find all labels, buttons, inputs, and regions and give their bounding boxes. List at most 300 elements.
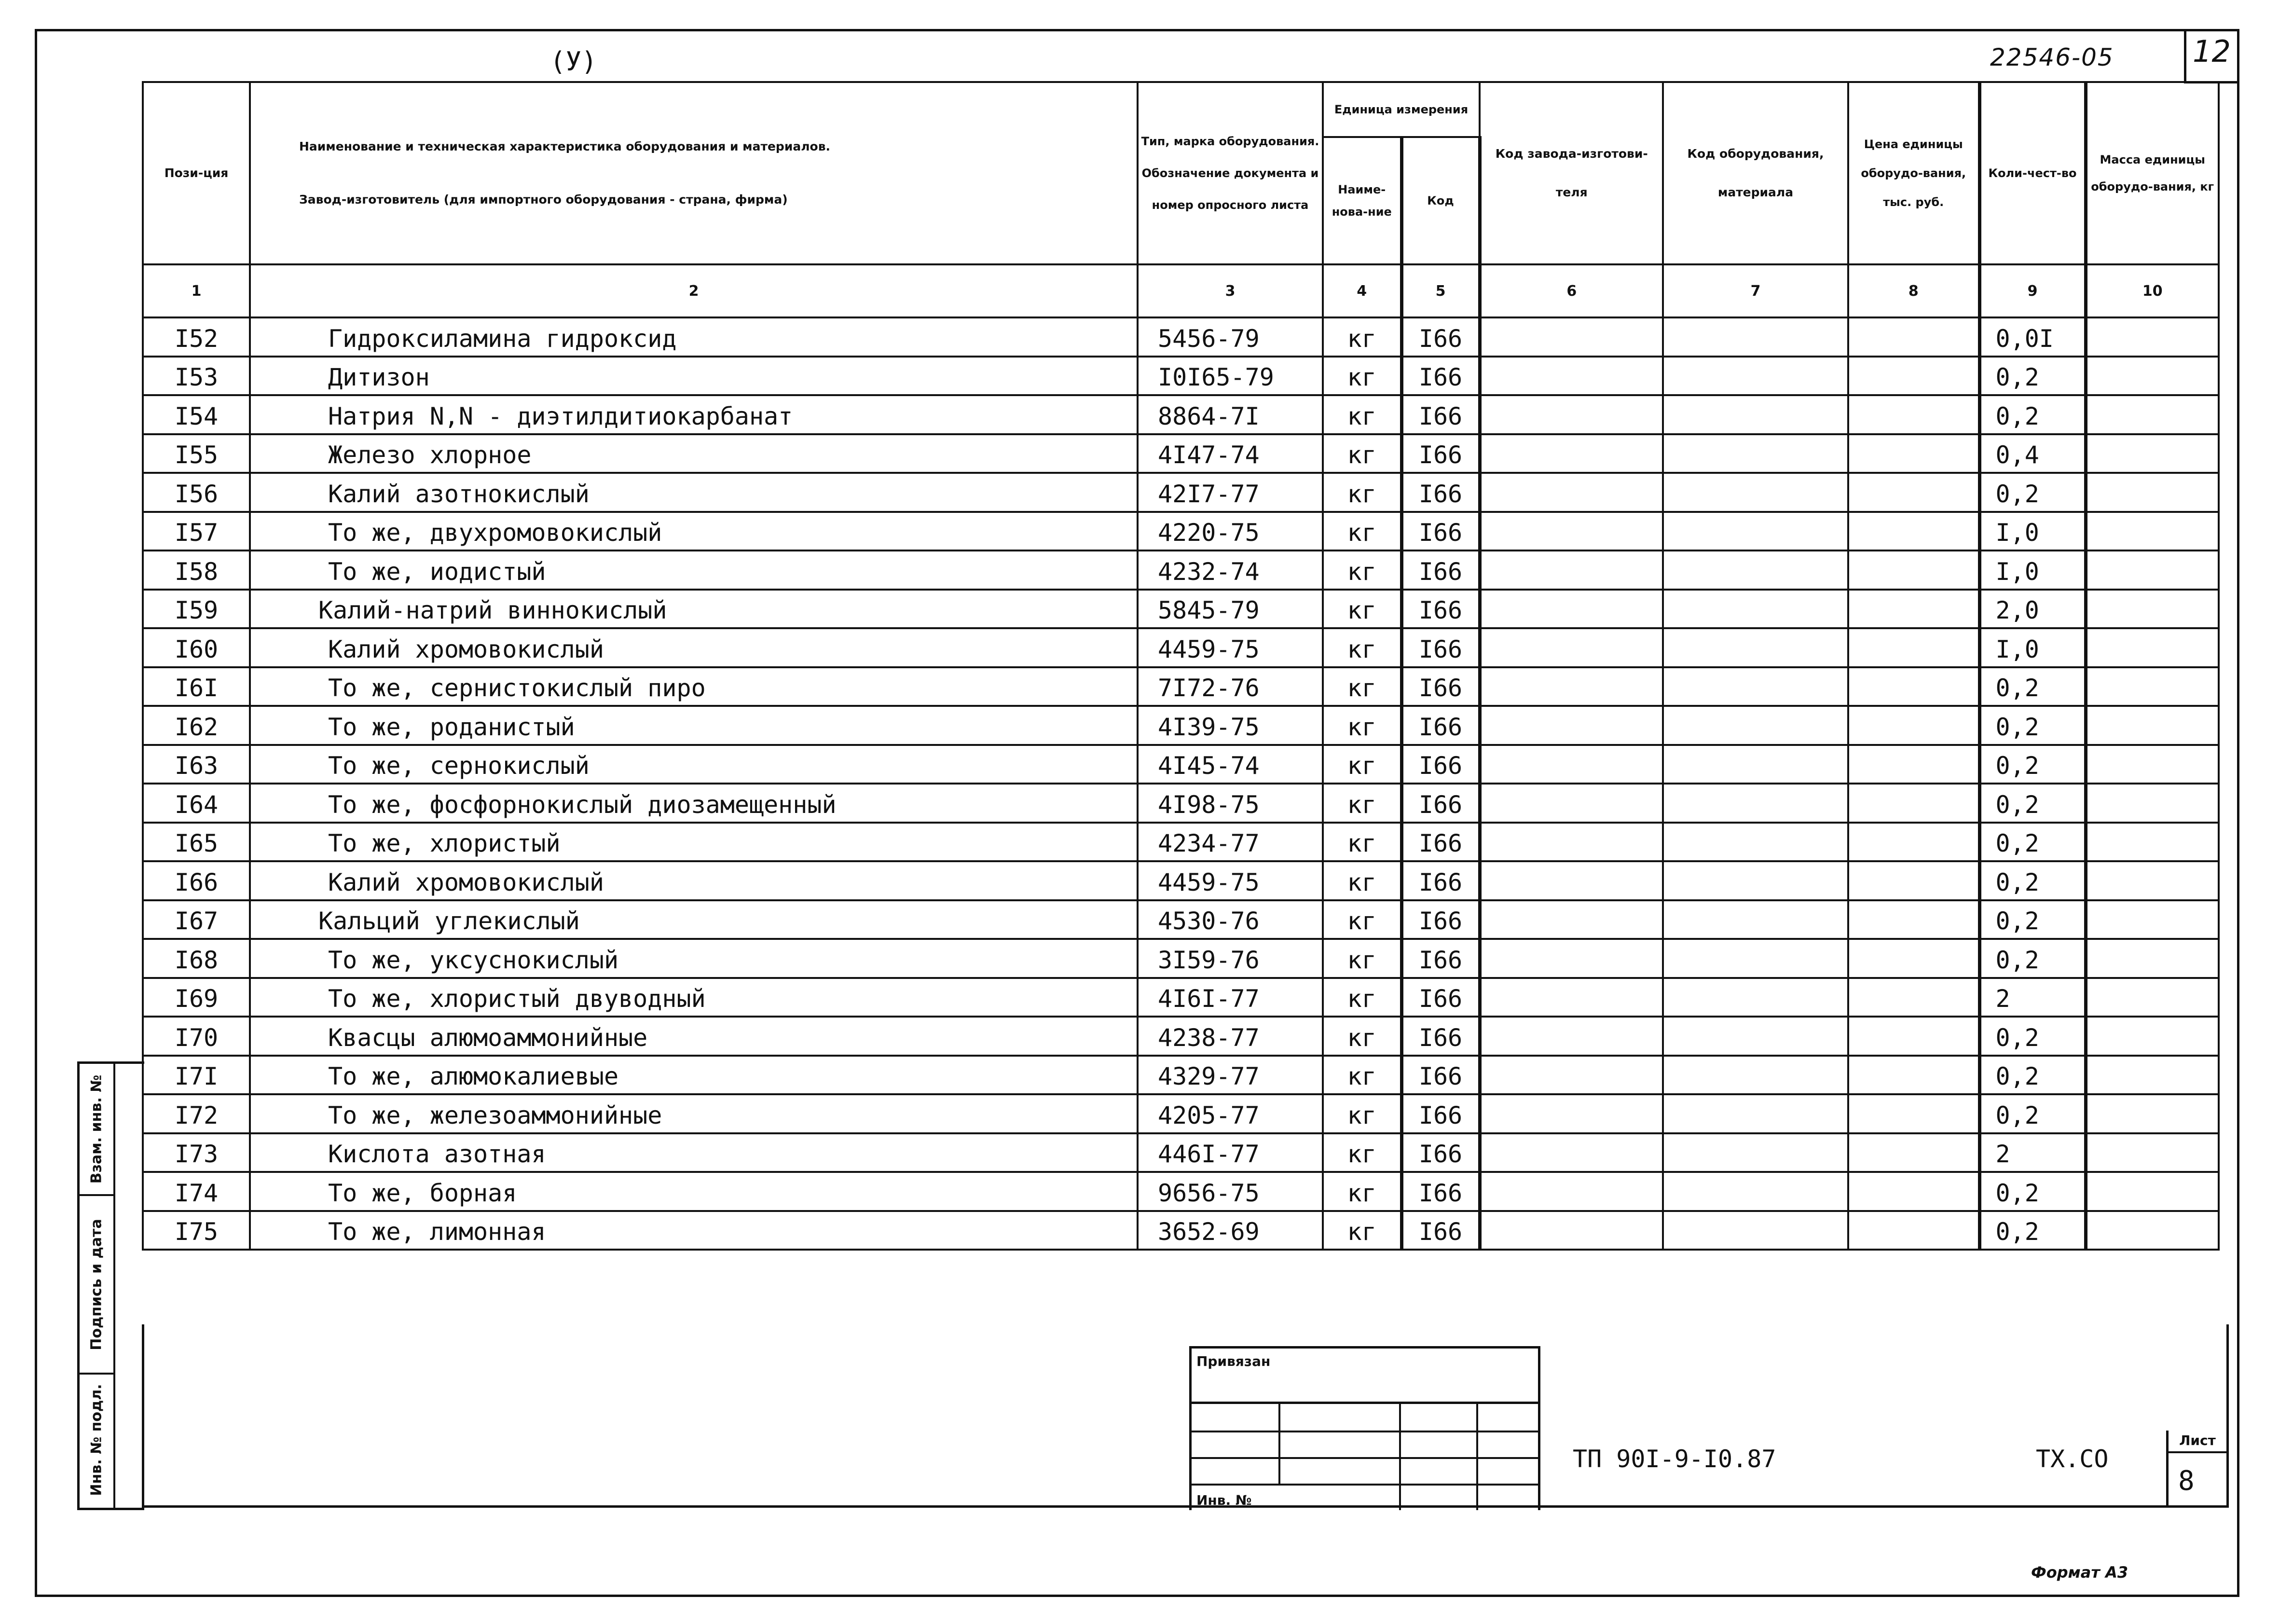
position-cell: I59	[143, 590, 250, 629]
unit-cell: кг	[1323, 900, 1401, 939]
unit-cell: кг	[1323, 706, 1401, 745]
equipment-code-cell	[1663, 939, 1848, 978]
unit-code-cell: I66	[1401, 1133, 1480, 1172]
table-row	[143, 628, 2219, 667]
quantity-cell: 0,2	[1979, 395, 2086, 434]
quantity-cell: 0,0I	[1979, 317, 2086, 357]
side-stamp-divider	[113, 1064, 115, 1508]
table-row	[143, 784, 2219, 823]
side-stamp-label: Взам. инв. №	[88, 1074, 105, 1184]
top-label: (У)	[550, 46, 597, 77]
stamp-line	[1192, 1484, 1538, 1486]
column-number: 2	[250, 264, 1138, 317]
table-row	[143, 823, 2219, 862]
column-number: 1	[143, 264, 250, 317]
table-row	[143, 939, 2219, 978]
factory-code-cell	[1480, 1133, 1663, 1172]
document-cell: 4459-75	[1138, 861, 1323, 900]
unit-code-cell: I66	[1401, 706, 1480, 745]
mass-cell	[2086, 551, 2219, 590]
factory-code-cell	[1480, 551, 1663, 590]
position-cell: I52	[143, 317, 250, 357]
quantity-cell: 0,2	[1979, 1056, 2086, 1095]
mass-cell	[2086, 1172, 2219, 1211]
name-cell: То же, иодистый	[250, 551, 1138, 590]
document-cell: 4205-77	[1138, 1094, 1323, 1133]
factory-code-cell	[1480, 667, 1663, 706]
unit-code-cell: I66	[1401, 1172, 1480, 1211]
price-cell	[1848, 784, 1979, 823]
price-cell	[1848, 939, 1979, 978]
unit-code-cell: I66	[1401, 1056, 1480, 1095]
unit-cell: кг	[1323, 667, 1401, 706]
unit-cell: кг	[1323, 551, 1401, 590]
table-row	[143, 667, 2219, 706]
document-cell: 4238-77	[1138, 1017, 1323, 1056]
format-label: Формат А3	[2031, 1563, 2128, 1582]
quantity-cell: I,0	[1979, 512, 2086, 551]
document-cell: I0I65-79	[1138, 357, 1323, 396]
table-row	[143, 473, 2219, 512]
attachment-stamp	[1189, 1346, 1540, 1510]
sheet-count: 8	[2178, 1465, 2195, 1497]
factory-code-cell	[1480, 1056, 1663, 1095]
position-cell: I66	[143, 861, 250, 900]
quantity-cell: I,0	[1979, 551, 2086, 590]
table-row	[143, 978, 2219, 1017]
name-cell: То же, железоаммонийные	[250, 1094, 1138, 1133]
equipment-code-cell	[1663, 823, 1848, 862]
price-cell	[1848, 667, 1979, 706]
unit-cell: кг	[1323, 317, 1401, 357]
factory-code-cell	[1480, 357, 1663, 396]
unit-code-cell: I66	[1401, 900, 1480, 939]
mass-cell	[2086, 978, 2219, 1017]
unit-cell: кг	[1323, 978, 1401, 1017]
mass-cell	[2086, 1017, 2219, 1056]
quantity-cell: 0,2	[1979, 706, 2086, 745]
quantity-cell: 0,2	[1979, 1017, 2086, 1056]
unit-code-cell: I66	[1401, 512, 1480, 551]
header-price: Цена единицы оборудо-вания, тыс. руб.	[1848, 82, 1979, 264]
name-cell: Дитизон	[250, 357, 1138, 396]
mass-cell	[2086, 939, 2219, 978]
name-cell: Калий-натрий виннокислый	[250, 590, 1138, 629]
document-cell: 5845-79	[1138, 590, 1323, 629]
factory-code-cell	[1480, 473, 1663, 512]
document-cell: 4329-77	[1138, 1056, 1323, 1095]
equipment-code-cell	[1663, 900, 1848, 939]
position-cell: I69	[143, 978, 250, 1017]
equipment-code-cell	[1663, 706, 1848, 745]
quantity-cell: 2	[1979, 978, 2086, 1017]
quantity-cell: 0,2	[1979, 823, 2086, 862]
unit-code-cell: I66	[1401, 784, 1480, 823]
equipment-code-cell	[1663, 978, 1848, 1017]
table-row	[143, 590, 2219, 629]
mass-cell	[2086, 590, 2219, 629]
unit-code-cell: I66	[1401, 357, 1480, 396]
unit-code-cell: I66	[1401, 551, 1480, 590]
mass-cell	[2086, 357, 2219, 396]
position-cell: I55	[143, 434, 250, 473]
document-cell: 4I39-75	[1138, 706, 1323, 745]
unit-cell: кг	[1323, 628, 1401, 667]
mass-cell	[2086, 900, 2219, 939]
document-cell: 446I-77	[1138, 1133, 1323, 1172]
quantity-cell: 0,2	[1979, 745, 2086, 784]
document-number: 22546-05	[1990, 43, 2114, 71]
price-cell	[1848, 823, 1979, 862]
quantity-cell: 0,2	[1979, 900, 2086, 939]
quantity-cell: 0,4	[1979, 434, 2086, 473]
quantity-cell: 0,2	[1979, 784, 2086, 823]
mass-cell	[2086, 1094, 2219, 1133]
name-cell: Калий хромовокислый	[250, 628, 1138, 667]
table-row	[143, 1211, 2219, 1250]
position-cell: I60	[143, 628, 250, 667]
document-cell: 4234-77	[1138, 823, 1323, 862]
equipment-code-cell	[1663, 1133, 1848, 1172]
position-cell: I64	[143, 784, 250, 823]
unit-code-cell: I66	[1401, 590, 1480, 629]
table-row	[143, 434, 2219, 473]
header-quantity: Коли-чест-во	[1979, 82, 2086, 264]
price-cell	[1848, 473, 1979, 512]
name-cell: То же, лимонная	[250, 1211, 1138, 1250]
document-cell: 4I6I-77	[1138, 978, 1323, 1017]
quantity-cell: 0,2	[1979, 357, 2086, 396]
quantity-cell: 0,2	[1979, 667, 2086, 706]
equipment-code-cell	[1663, 590, 1848, 629]
table-row	[143, 706, 2219, 745]
document-cell: 4I45-74	[1138, 745, 1323, 784]
unit-cell: кг	[1323, 1172, 1401, 1211]
header-name-line2: Завод-изготовитель (для импортного оборудования - страна, фирма)	[299, 193, 788, 206]
sheet-number: 12	[2193, 34, 2231, 69]
stamp-line	[1192, 1457, 1538, 1459]
name-cell: То же, уксуснокислый	[250, 939, 1138, 978]
document-cell: 9656-75	[1138, 1172, 1323, 1211]
unit-code-cell: I66	[1401, 1211, 1480, 1250]
quantity-cell: 2,0	[1979, 590, 2086, 629]
document-cell: 4220-75	[1138, 512, 1323, 551]
quantity-cell: 0,2	[1979, 473, 2086, 512]
table-row	[143, 861, 2219, 900]
price-cell	[1848, 1172, 1979, 1211]
price-cell	[1848, 1211, 1979, 1250]
name-cell: Кислота азотная	[250, 1133, 1138, 1172]
unit-code-cell: I66	[1401, 317, 1480, 357]
price-cell	[1848, 434, 1979, 473]
inventory-label: Инв. №	[1196, 1492, 1252, 1508]
price-cell	[1848, 317, 1979, 357]
name-cell: То же, сернистокислый пиро	[250, 667, 1138, 706]
table-row	[143, 1017, 2219, 1056]
sheet-code: ТХ.СО	[2036, 1445, 2109, 1473]
factory-code-cell	[1480, 1094, 1663, 1133]
name-cell: Железо хлорное	[250, 434, 1138, 473]
unit-code-cell: I66	[1401, 939, 1480, 978]
position-cell: I56	[143, 473, 250, 512]
column-number: 8	[1848, 264, 1979, 317]
stamp-line	[1278, 1402, 1280, 1484]
position-cell: I63	[143, 745, 250, 784]
stamp-line	[1192, 1431, 1538, 1432]
name-cell: То же, двухромовокислый	[250, 512, 1138, 551]
sheet-number-box	[2184, 29, 2237, 83]
document-cell: 8864-7I	[1138, 395, 1323, 434]
document-cell: 4459-75	[1138, 628, 1323, 667]
quantity-cell: 2	[1979, 1133, 2086, 1172]
attached-label: Привязан	[1196, 1353, 1271, 1369]
equipment-code-cell	[1663, 745, 1848, 784]
price-cell	[1848, 1056, 1979, 1095]
quantity-cell: 0,2	[1979, 939, 2086, 978]
equipment-code-cell	[1663, 317, 1848, 357]
unit-code-cell: I66	[1401, 1094, 1480, 1133]
equipment-code-cell	[1663, 434, 1848, 473]
unit-code-cell: I66	[1401, 395, 1480, 434]
name-cell: Натрия N,N - диэтилдитиокарбанат	[250, 395, 1138, 434]
mass-cell	[2086, 473, 2219, 512]
unit-code-cell: I66	[1401, 978, 1480, 1017]
table-row	[143, 512, 2219, 551]
document-cell: 5456-79	[1138, 317, 1323, 357]
title-block	[142, 1324, 2229, 1508]
mass-cell	[2086, 861, 2219, 900]
header-row	[143, 82, 2219, 137]
unit-code-cell: I66	[1401, 1017, 1480, 1056]
table-row	[143, 357, 2219, 396]
mass-cell	[2086, 395, 2219, 434]
document-cell: 42I7-77	[1138, 473, 1323, 512]
factory-code-cell	[1480, 1017, 1663, 1056]
unit-cell: кг	[1323, 434, 1401, 473]
name-cell: Калий азотнокислый	[250, 473, 1138, 512]
column-number-row	[143, 264, 2219, 317]
mass-cell	[2086, 1133, 2219, 1172]
quantity-cell: 0,2	[1979, 861, 2086, 900]
factory-code-cell	[1480, 784, 1663, 823]
equipment-code-cell	[1663, 1017, 1848, 1056]
mass-cell	[2086, 667, 2219, 706]
side-stamp-cell	[80, 1196, 113, 1375]
price-cell	[1848, 590, 1979, 629]
table-body	[143, 317, 2219, 1250]
factory-code-cell	[1480, 861, 1663, 900]
factory-code-cell	[1480, 706, 1663, 745]
price-cell	[1848, 551, 1979, 590]
equipment-code-cell	[1663, 1211, 1848, 1250]
equipment-code-cell	[1663, 628, 1848, 667]
factory-code-cell	[1480, 395, 1663, 434]
unit-cell: кг	[1323, 784, 1401, 823]
equipment-code-cell	[1663, 667, 1848, 706]
name-cell: То же, хлористый	[250, 823, 1138, 862]
factory-code-cell	[1480, 590, 1663, 629]
equipment-code-cell	[1663, 512, 1848, 551]
sheet-box	[2166, 1431, 2226, 1505]
mass-cell	[2086, 1056, 2219, 1095]
price-cell	[1848, 900, 1979, 939]
price-cell	[1848, 395, 1979, 434]
name-cell: То же, борная	[250, 1172, 1138, 1211]
unit-cell: кг	[1323, 1056, 1401, 1095]
factory-code-cell	[1480, 939, 1663, 978]
price-cell	[1848, 745, 1979, 784]
table-row	[143, 1172, 2219, 1211]
name-cell: То же, роданистый	[250, 706, 1138, 745]
unit-cell: кг	[1323, 512, 1401, 551]
unit-code-cell: I66	[1401, 434, 1480, 473]
document-cell: 4530-76	[1138, 900, 1323, 939]
name-cell: То же, хлористый двуводный	[250, 978, 1138, 1017]
header-type: Тип, марка оборудования. Обозначение документа и номер опросного листа	[1138, 82, 1323, 264]
side-stamp-cell	[80, 1064, 113, 1196]
price-cell	[1848, 628, 1979, 667]
position-cell: I53	[143, 357, 250, 396]
table-row	[143, 745, 2219, 784]
header-unit-group: Единица измерения	[1323, 82, 1480, 137]
stamp-line	[1192, 1402, 1538, 1404]
side-stamp	[77, 1061, 144, 1510]
name-cell: То же, сернокислый	[250, 745, 1138, 784]
position-cell: I75	[143, 1211, 250, 1250]
mass-cell	[2086, 434, 2219, 473]
table-row	[143, 1056, 2219, 1095]
quantity-cell: 0,2	[1979, 1172, 2086, 1211]
unit-cell: кг	[1323, 357, 1401, 396]
unit-cell: кг	[1323, 1094, 1401, 1133]
unit-cell: кг	[1323, 395, 1401, 434]
unit-code-cell: I66	[1401, 861, 1480, 900]
header-position: Пози-ция	[143, 82, 250, 264]
document-cell: 4232-74	[1138, 551, 1323, 590]
price-cell	[1848, 1094, 1979, 1133]
equipment-code-cell	[1663, 395, 1848, 434]
position-cell: I6I	[143, 667, 250, 706]
name-cell: Калий хромовокислый	[250, 861, 1138, 900]
unit-cell: кг	[1323, 823, 1401, 862]
equipment-code-cell	[1663, 473, 1848, 512]
factory-code-cell	[1480, 434, 1663, 473]
unit-code-cell: I66	[1401, 628, 1480, 667]
header-unit-code: Код	[1401, 137, 1480, 264]
mass-cell	[2086, 706, 2219, 745]
unit-cell: кг	[1323, 1211, 1401, 1250]
position-cell: I74	[143, 1172, 250, 1211]
unit-code-cell: I66	[1401, 745, 1480, 784]
table-row	[143, 1094, 2219, 1133]
table-row	[143, 317, 2219, 357]
position-cell: I72	[143, 1094, 250, 1133]
price-cell	[1848, 512, 1979, 551]
document-cell: 3I59-76	[1138, 939, 1323, 978]
sheet-label: Лист	[2169, 1432, 2226, 1453]
equipment-code-cell	[1663, 861, 1848, 900]
quantity-cell: I,0	[1979, 628, 2086, 667]
column-number: 3	[1138, 264, 1323, 317]
factory-code-cell	[1480, 317, 1663, 357]
equipment-code-cell	[1663, 784, 1848, 823]
side-stamp-label: Инв. № подл.	[88, 1383, 105, 1496]
mass-cell	[2086, 823, 2219, 862]
name-cell: То же, алюмокалиевые	[250, 1056, 1138, 1095]
position-cell: I7I	[143, 1056, 250, 1095]
factory-code-cell	[1480, 978, 1663, 1017]
header-name	[250, 82, 1138, 264]
document-cell: 4I47-74	[1138, 434, 1323, 473]
equipment-code-cell	[1663, 1172, 1848, 1211]
column-number: 5	[1401, 264, 1480, 317]
column-number: 10	[2086, 264, 2219, 317]
stamp-line	[1399, 1402, 1401, 1510]
header-name-line1: Наименование и техническая характеристика оборудования и материалов.	[299, 139, 831, 153]
unit-cell: кг	[1323, 861, 1401, 900]
position-cell: I65	[143, 823, 250, 862]
position-cell: I54	[143, 395, 250, 434]
position-cell: I73	[143, 1133, 250, 1172]
unit-cell: кг	[1323, 745, 1401, 784]
table-row	[143, 900, 2219, 939]
unit-cell: кг	[1323, 1017, 1401, 1056]
unit-cell: кг	[1323, 939, 1401, 978]
header-factory-code: Код завода-изготови-теля	[1480, 82, 1663, 264]
position-cell: I57	[143, 512, 250, 551]
mass-cell	[2086, 317, 2219, 357]
factory-code-cell	[1480, 1172, 1663, 1211]
document-cell: 4I98-75	[1138, 784, 1323, 823]
unit-cell: кг	[1323, 473, 1401, 512]
mass-cell	[2086, 628, 2219, 667]
name-cell: Кальций углекислый	[250, 900, 1138, 939]
factory-code-cell	[1480, 512, 1663, 551]
side-stamp-cell	[80, 1375, 113, 1505]
table-row	[143, 551, 2219, 590]
position-cell: I68	[143, 939, 250, 978]
side-stamp-label: Подпись и дата	[88, 1218, 105, 1350]
unit-cell: кг	[1323, 590, 1401, 629]
price-cell	[1848, 706, 1979, 745]
factory-code-cell	[1480, 1211, 1663, 1250]
unit-code-cell: I66	[1401, 667, 1480, 706]
quantity-cell: 0,2	[1979, 1211, 2086, 1250]
stamp-line	[1476, 1402, 1478, 1510]
factory-code-cell	[1480, 745, 1663, 784]
header-equipment-code: Код оборудования, материала	[1663, 82, 1848, 264]
header-mass: Масса единицы оборудо-вания, кг	[2086, 82, 2219, 264]
column-number: 6	[1480, 264, 1663, 317]
price-cell	[1848, 1133, 1979, 1172]
project-code: ТП 90I-9-I0.87	[1573, 1445, 1776, 1473]
document-cell: 3652-69	[1138, 1211, 1323, 1250]
price-cell	[1848, 978, 1979, 1017]
position-cell: I67	[143, 900, 250, 939]
factory-code-cell	[1480, 823, 1663, 862]
document-cell: 7I72-76	[1138, 667, 1323, 706]
table-row	[143, 395, 2219, 434]
name-cell: То же, фосфорнокислый диозамещенный	[250, 784, 1138, 823]
mass-cell	[2086, 512, 2219, 551]
mass-cell	[2086, 1211, 2219, 1250]
column-number: 9	[1979, 264, 2086, 317]
price-cell	[1848, 1017, 1979, 1056]
factory-code-cell	[1480, 900, 1663, 939]
table-row	[143, 1133, 2219, 1172]
mass-cell	[2086, 745, 2219, 784]
specification-table	[142, 81, 2220, 1251]
